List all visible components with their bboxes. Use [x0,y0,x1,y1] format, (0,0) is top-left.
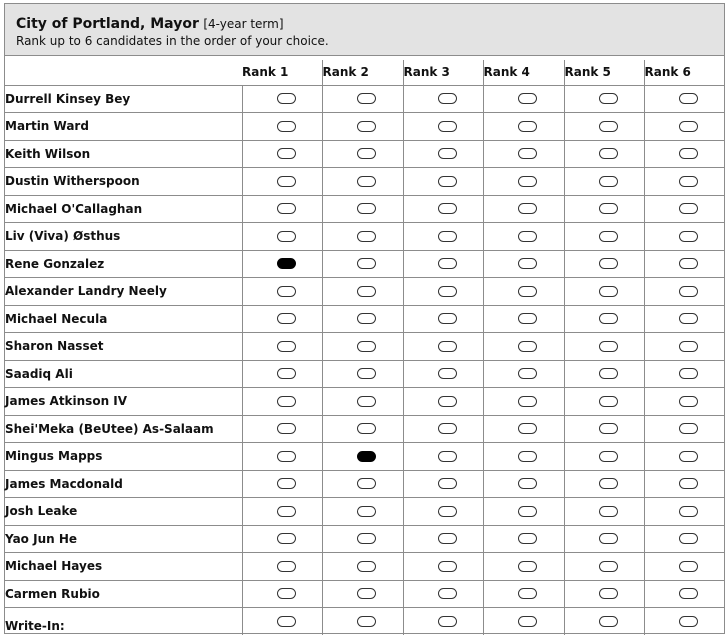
rank-cell [483,360,564,388]
rank-5-oval[interactable] [599,588,618,599]
rank-cell [483,443,564,471]
rank-5-oval[interactable] [599,341,618,352]
rank-cell [564,360,644,388]
candidate-row [5,443,724,471]
rank-1-oval[interactable] [277,121,296,132]
rank-cell [403,553,483,581]
rank-cell [644,470,724,498]
rank-6-oval[interactable] [679,561,698,572]
rank-3-oval[interactable] [438,451,457,462]
candidate-row [5,168,724,196]
rank-cell [644,113,724,141]
rank-3-oval[interactable] [438,588,457,599]
rank-cell [483,333,564,361]
rank-cell [403,113,483,141]
rank-3-oval[interactable] [438,478,457,489]
rank-cell [483,553,564,581]
rank-1-oval[interactable] [277,478,296,489]
rank-4-oval[interactable] [518,148,537,159]
rank-cell [242,580,322,608]
rank-cell [644,168,724,196]
rank-cell [322,388,403,416]
rank-1-oval[interactable] [277,93,296,104]
rank-cell [644,278,724,306]
candidate-name: Michael Necula [5,305,242,333]
rank-cell [322,608,403,636]
rank-3-oval[interactable] [438,93,457,104]
rank-cell [403,388,483,416]
candidate-row [5,195,724,223]
candidate-row [5,305,724,333]
rank-cell [483,223,564,251]
rank-cell [483,85,564,113]
candidate-column-header [5,60,242,85]
rank-2-oval[interactable] [357,368,376,379]
rank-cell [322,333,403,361]
rank-4-oval[interactable] [518,423,537,434]
rank-5-oval[interactable] [599,451,618,462]
candidate-name: Dustin Witherspoon [5,168,242,196]
rank-2-oval[interactable] [357,341,376,352]
rank-4-oval[interactable] [518,368,537,379]
rank-3-oval[interactable] [438,368,457,379]
rank-4-oval[interactable] [518,396,537,407]
rank-cell [483,525,564,553]
rank-2-oval[interactable] [357,203,376,214]
rank-cell [564,333,644,361]
candidate-row [5,333,724,361]
rank-cell [403,415,483,443]
rank-3-oval[interactable] [438,423,457,434]
rank-cell [564,580,644,608]
rank-cell [242,360,322,388]
rank-5-oval[interactable] [599,258,618,269]
ranking-grid [5,60,724,635]
rank-cell [483,388,564,416]
rank-cell [403,85,483,113]
rank-cell [242,525,322,553]
rank-cell [483,195,564,223]
rank-3-oval[interactable] [438,313,457,324]
rank-cell [403,250,483,278]
rank-2-oval[interactable] [357,148,376,159]
rank-4-oval[interactable] [518,231,537,242]
candidate-row [5,498,724,526]
rank-6-oval[interactable] [679,93,698,104]
rank-cell [564,525,644,553]
rank-cell [483,113,564,141]
rank-4-header: Rank 4 [483,60,564,85]
rank-5-oval[interactable] [599,506,618,517]
contest-header [5,4,724,56]
rank-5-oval[interactable] [599,121,618,132]
rank-1-oval[interactable] [277,396,296,407]
rank-4-oval[interactable] [518,616,537,627]
rank-cell [644,333,724,361]
rank-cell [242,470,322,498]
rank-5-header: Rank 5 [564,60,644,85]
rank-2-oval[interactable] [357,588,376,599]
rank-2-oval[interactable] [357,616,376,627]
rank-cell [403,470,483,498]
rank-1-oval[interactable] [277,423,296,434]
rank-3-oval[interactable] [438,561,457,572]
rank-cell [644,305,724,333]
candidate-rows [5,85,724,635]
rank-cell [322,168,403,196]
rank-6-oval[interactable] [679,506,698,517]
rank-cell [403,140,483,168]
rank-cell [644,195,724,223]
rank-cell [403,498,483,526]
rank-6-oval[interactable] [679,451,698,462]
rank-cell [564,168,644,196]
candidate-name: Martin Ward [5,113,242,141]
candidate-name: Sharon Nasset [5,333,242,361]
rank-5-oval[interactable] [599,423,618,434]
rank-4-oval[interactable] [518,478,537,489]
rank-cell [403,223,483,251]
contest-term: [4-year term] [203,17,284,31]
rank-2-oval[interactable] [357,313,376,324]
rank-4-oval[interactable] [518,121,537,132]
rank-1-oval[interactable] [277,588,296,599]
rank-2-oval[interactable] [357,286,376,297]
rank-cell [322,195,403,223]
rank-3-oval[interactable] [438,148,457,159]
rank-4-oval[interactable] [518,258,537,269]
rank-5-oval[interactable] [599,203,618,214]
rank-3-oval[interactable] [438,231,457,242]
rank-2-oval[interactable] [357,93,376,104]
rank-4-oval[interactable] [518,588,537,599]
candidate-row [5,360,724,388]
contest-title: City of Portland, Mayor [16,16,199,32]
rank-cell [242,168,322,196]
candidate-row [5,470,724,498]
contest-instructions: Rank up to 6 candidates in the order of your choice. [16,34,329,48]
rank-3-oval[interactable] [438,396,457,407]
candidate-row [5,250,724,278]
candidate-name: Rene Gonzalez [5,250,242,278]
candidate-row [5,580,724,608]
rank-cell [644,498,724,526]
rank-cell [242,278,322,306]
candidate-row [5,415,724,443]
rank-cell [564,608,644,636]
rank-cell [403,525,483,553]
candidate-name: Liv (Viva) Østhus [5,223,242,251]
rank-4-oval[interactable] [518,203,537,214]
rank-cell [483,250,564,278]
rank-cell [483,305,564,333]
write-in-label: Write-In: [5,608,242,636]
rank-cell [322,140,403,168]
rank-4-oval[interactable] [518,176,537,187]
candidate-row [5,223,724,251]
rank-cell [322,278,403,306]
candidate-row [5,525,724,553]
rank-4-oval[interactable] [518,313,537,324]
rank-cell [483,470,564,498]
rank-6-oval[interactable] [679,341,698,352]
rank-4-oval[interactable] [518,533,537,544]
rank-2-oval-filled[interactable] [357,451,376,462]
rank-cell [483,140,564,168]
candidate-name: Mingus Mapps [5,443,242,471]
rank-1-header: Rank 1 [242,65,289,80]
rank-cell [322,360,403,388]
candidate-name: Alexander Landry Neely [5,278,242,306]
rank-cell [483,498,564,526]
rank-cell [564,140,644,168]
contest-title-line [16,16,284,32]
candidate-row [5,85,724,113]
rank-3-header: Rank 3 [403,60,483,85]
rank-1-oval[interactable] [277,561,296,572]
rank-cell [483,415,564,443]
ballot-contest [4,3,725,634]
candidate-row [5,140,724,168]
rank-cell [322,305,403,333]
rank-1-oval[interactable] [277,616,296,627]
rank-6-oval[interactable] [679,533,698,544]
rank-6-oval[interactable] [679,313,698,324]
rank-cell [322,415,403,443]
rank-5-oval[interactable] [599,93,618,104]
rank-cell [403,608,483,636]
rank-3-oval[interactable] [438,286,457,297]
rank-cell [242,443,322,471]
candidate-name: Saadiq Ali [5,360,242,388]
rank-cell [644,388,724,416]
candidate-name: Carmen Rubio [5,580,242,608]
rank-cell [644,360,724,388]
rank-cell [644,250,724,278]
rank-5-oval[interactable] [599,396,618,407]
rank-6-oval[interactable] [679,423,698,434]
rank-1-oval-filled[interactable] [277,258,296,269]
rank-4-oval[interactable] [518,93,537,104]
rank-cell [483,608,564,636]
rank-cell [564,250,644,278]
candidate-name: Yao Jun He [5,525,242,553]
rank-cell [242,415,322,443]
rank-4-oval[interactable] [518,341,537,352]
rank-2-oval[interactable] [357,561,376,572]
rank-cell [322,470,403,498]
rank-cell [644,580,724,608]
rank-5-oval[interactable] [599,176,618,187]
rank-2-oval[interactable] [357,231,376,242]
rank-2-oval[interactable] [357,258,376,269]
rank-cell [322,580,403,608]
rank-cell [242,85,322,113]
rank-cell [564,223,644,251]
rank-cell [403,278,483,306]
rank-6-oval[interactable] [679,396,698,407]
rank-1-oval[interactable] [277,286,296,297]
candidate-row [5,388,724,416]
rank-cell [403,360,483,388]
rank-cell [242,140,322,168]
rank-2-oval[interactable] [357,121,376,132]
rank-3-oval[interactable] [438,176,457,187]
rank-5-oval[interactable] [599,616,618,627]
rank-3-oval[interactable] [438,258,457,269]
rank-cell [403,195,483,223]
rank-6-oval[interactable] [679,286,698,297]
rank-cell [322,85,403,113]
rank-1-oval[interactable] [277,313,296,324]
rank-6-oval[interactable] [679,203,698,214]
rank-cell [564,553,644,581]
rank-2-oval[interactable] [357,478,376,489]
rank-1-oval[interactable] [277,533,296,544]
rank-cell [242,113,322,141]
rank-1-oval[interactable] [277,341,296,352]
candidate-row [5,553,724,581]
rank-cell [242,388,322,416]
rank-cell [483,168,564,196]
rank-4-oval[interactable] [518,451,537,462]
rank-cell [242,608,322,636]
rank-cell [403,580,483,608]
rank-3-oval[interactable] [438,203,457,214]
rank-cell [242,498,322,526]
rank-3-oval[interactable] [438,506,457,517]
rank-cell [644,140,724,168]
rank-cell [403,168,483,196]
rank-cell [564,195,644,223]
rank-6-oval[interactable] [679,176,698,187]
rank-6-oval[interactable] [679,588,698,599]
rank-cell [644,553,724,581]
rank-1-oval[interactable] [277,231,296,242]
rank-cell [483,278,564,306]
rank-2-header: Rank 2 [322,60,403,85]
candidate-name: Shei'Meka (BeUtee) As-Salaam [5,415,242,443]
rank-2-oval[interactable] [357,396,376,407]
rank-1-oval[interactable] [277,506,296,517]
rank-cell [242,250,322,278]
rank-cell [644,608,724,636]
rank-3-oval[interactable] [438,616,457,627]
rank-cell [403,443,483,471]
rank-cell [564,278,644,306]
rank-cell [644,525,724,553]
rank-cell [644,85,724,113]
rank-2-oval[interactable] [357,423,376,434]
candidate-name: Michael O'Callaghan [5,195,242,223]
rank-1-oval[interactable] [277,176,296,187]
rank-5-oval[interactable] [599,231,618,242]
rank-3-oval[interactable] [438,533,457,544]
rank-cell [242,305,322,333]
rank-cell [644,415,724,443]
rank-cell [564,305,644,333]
rank-3-oval[interactable] [438,121,457,132]
rank-6-header: Rank 6 [644,60,724,85]
rank-cell [403,305,483,333]
rank-cell [483,580,564,608]
rank-cell [564,498,644,526]
rank-cell [403,333,483,361]
rank-5-oval[interactable] [599,313,618,324]
rank-3-oval[interactable] [438,341,457,352]
candidate-row [5,113,724,141]
rank-1-oval[interactable] [277,148,296,159]
rank-cell [322,443,403,471]
rank-cell [242,553,322,581]
rank-header-row [5,60,724,85]
rank-cell [644,223,724,251]
rank-cell [644,443,724,471]
rank-cell [322,113,403,141]
candidate-name: James Atkinson IV [5,388,242,416]
rank-cell [564,470,644,498]
rank-2-oval[interactable] [357,176,376,187]
rank-4-oval[interactable] [518,506,537,517]
rank-5-oval[interactable] [599,286,618,297]
candidate-name: James Macdonald [5,470,242,498]
rank-cell [242,333,322,361]
rank-cell [564,85,644,113]
rank-2-oval[interactable] [357,533,376,544]
rank-6-oval[interactable] [679,258,698,269]
rank-cell [242,223,322,251]
rank-5-oval[interactable] [599,478,618,489]
candidate-name: Keith Wilson [5,140,242,168]
rank-5-oval[interactable] [599,368,618,379]
candidate-row [5,278,724,306]
rank-6-oval[interactable] [679,231,698,242]
rank-5-oval[interactable] [599,533,618,544]
rank-cell [564,415,644,443]
rank-6-oval[interactable] [679,478,698,489]
rank-cell [322,525,403,553]
rank-6-oval[interactable] [679,148,698,159]
candidate-name: Josh Leake [5,498,242,526]
write-in-row [5,608,724,636]
rank-cell [564,388,644,416]
rank-cell [564,113,644,141]
candidate-name: Durrell Kinsey Bey [5,85,242,113]
rank-4-oval[interactable] [518,286,537,297]
rank-6-oval[interactable] [679,121,698,132]
rank-cell [242,195,322,223]
rank-1-oval[interactable] [277,368,296,379]
rank-6-oval[interactable] [679,616,698,627]
rank-cell [564,443,644,471]
rank-cell [322,498,403,526]
rank-5-oval[interactable] [599,561,618,572]
rank-1-oval[interactable] [277,451,296,462]
rank-2-oval[interactable] [357,506,376,517]
rank-5-oval[interactable] [599,148,618,159]
rank-cell [322,250,403,278]
rank-1-oval[interactable] [277,203,296,214]
rank-cell [322,223,403,251]
candidate-name: Michael Hayes [5,553,242,581]
rank-4-oval[interactable] [518,561,537,572]
rank-6-oval[interactable] [679,368,698,379]
rank-cell [322,553,403,581]
